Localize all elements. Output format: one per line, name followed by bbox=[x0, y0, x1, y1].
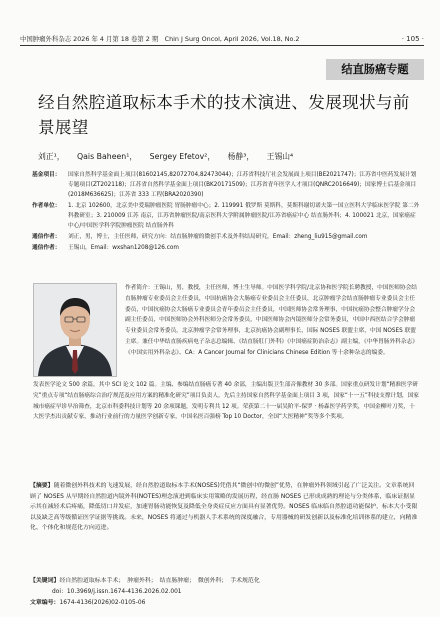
author-biography-continued: 发表医学论文 500 余篇，其中 SCI 论文 102 篇。主编、参编结直肠癌专著 40 余部，主编出版卫生部音像教材 30 多部。国家重点研发计划“精准医学研究”重点专项“结直肠癌综合治疗规范及应用方案的精准化研究”项目负责人。先后主持国家自然科学基金面上项目 3 项，国家“十一五”科技支撑计划，国家城市癌症早诊早治筛查，北京市科委科技计划等 20 余项课题，发明专利共 12 项。荣获第二十一届吴阶平-保罗 · 杨森医学药学奖，中国金柳叶刀奖，十大医学杰出贡献专家，推动行业前行的力量医学创新专家，中国名医百强榜 Top 10 Doctor，全国“大医精神”奖等多个奖项。 bbox=[33, 382, 419, 421]
doi-text: doi：10.3969/j.issn.1674-4136.2026.02.001 bbox=[52, 589, 182, 595]
article-number-label: 文章编号： bbox=[30, 600, 60, 606]
abstract-text: 随着微创外科技术的飞速发展，经自然腔道取标本手术(NOSES)凭借其“微创中的微创”优势，在肿瘤外科领域引起了广泛关注。文章系统回顾了 NOSES 从早期经自然腔道内镜外科(NOTES)理念演进到临床实用策略的发展历程，经直肠 NOSES 已形成成熟的理论与分类体系，临床证据显示其在减轻术后疼痛，降低切口并发症，加速胃肠功能恢复及降低全身炎症反应方面具有显著优势。NOSES 临床临自然腔道功能保护，标本大小受限以及缺乏高等级循证医学证据等挑战。未来，NOSES 将通过与机器人手术系统的深度融合，专用器械的研发创新以及标准化培训体系的建立，向精准化、个体化和规范化方向迈进。 bbox=[30, 483, 418, 532]
author: 刘正¹， bbox=[38, 152, 65, 161]
funding-text: 国家自然科学基金面上项目(81602145,82072704,82473044)；江苏省科技厅社会发展面上项目(BE2021747)；江苏省中医药发展计划专题项目(ZT202118)；江苏省自然科学基金面上项目(BK20171509)；江苏省青年医学人才项目(QNRC2016649)；国家博士后基金项目(2018M636625)；江苏省 333 工程(BRA2020390) bbox=[68, 172, 417, 198]
corresponding-row bbox=[32, 232, 420, 242]
keywords bbox=[30, 576, 420, 587]
portrait-image bbox=[34, 284, 116, 376]
affiliation-row bbox=[32, 201, 420, 231]
article-number-text: 1674-4136(2026)02-0105-06 bbox=[59, 600, 146, 606]
running-header bbox=[20, 33, 424, 46]
keywords-text: 经自然腔道取标本手术； 肿瘤外科； 结直肠肿瘤； 微创外科； 手术规范化 bbox=[59, 578, 260, 584]
article-info bbox=[32, 170, 420, 254]
keywords-label: 【关键词】 bbox=[30, 578, 60, 584]
author-biography: 作者简介：王锡山，男，教授，主任医师，博士生导师。中国医学科学院/北京协和医学院长聘教授，中国医师协会结直肠肿瘤专业委员会主任委员，中国抗癌协会大肠癌专业委员会主任委员，北京肿瘤学会结直肠肿瘤专业委员会主任委员，中国抗癌协会大肠癌专业委员会青年委员会主任委员，中国医师协会常务理事，中国抗癌协会整合肿瘤学分会副主任委员，中国医师协会外科医师分会常务委员，中国医师协会内镜医师分会常务委员，中国中西医结合学会肿瘤专业委员会常务委员，北京肿瘤学会常务理事，北京抗癌协会副理事长，国际 NOSES 联盟主席，中国 NOSES 联盟主席。兼任中华结直肠疾病电子杂志总编辑、《结直肠肛门外科》《中国癌症防治杂志》副主编，《中华胃肠外科杂志》《中国实用外科杂志》、CA：A Cancer Journal for Clinicians Chinese Edition 等十余种杂志的编委。 bbox=[125, 285, 418, 356]
journal-citation: 中国肿瘤外科杂志 2026 年 4 月第 18 卷第 2 期 Chin J Surg Oncol, April 2026, Vol.18, No.2 bbox=[20, 35, 300, 43]
author: Sergey Efetov²， bbox=[149, 152, 216, 161]
author-photo bbox=[33, 283, 117, 377]
author-list bbox=[38, 150, 303, 164]
funding-row bbox=[32, 170, 420, 200]
abstract-label: 【摘要】 bbox=[30, 483, 54, 489]
article-title: 经自然腔道取标本手术的技术演进、发展现状与前景展望 bbox=[38, 93, 410, 137]
corresponding-label: 通信作者： bbox=[32, 245, 61, 251]
affiliation-text: 1. 北京 102600，北京美中爱瑞肿瘤医院 胃肠肿瘤中心；2. 119991 俄罗斯 莫斯科，莫斯科谢切诺夫第一国立医科大学临床医学院 第二外科教研室；3. 210009 江苏 南京，江苏省肿瘤医院/南京医科大学附属肿瘤医院/江苏省癌症中心 结直肠外科；4. 100021 北京，国家癌症中心/中国医学科学院肿瘤医院 结直肠外科 bbox=[68, 203, 420, 229]
doi-line bbox=[52, 587, 420, 598]
section-label: 结直肠癌专题 bbox=[326, 59, 424, 80]
corresponding-row bbox=[32, 243, 420, 253]
corresponding-text: 刘正，男，博士，主任医师，研究方向：结直肠肿瘤的微创手术及外科结局研究，Email：zheng_liu915@gmail.com bbox=[68, 234, 368, 240]
author: Qais Baheen¹， bbox=[77, 152, 138, 161]
corresponding-label: 通信作者： bbox=[32, 234, 61, 240]
funding-label: 基金项目： bbox=[32, 172, 61, 178]
abstract bbox=[30, 481, 420, 534]
page-number: · 105 · bbox=[401, 35, 424, 43]
affiliation-label: 作者单位： bbox=[32, 203, 61, 209]
author: 王锡山⁴ bbox=[266, 152, 294, 161]
author: 杨静³， bbox=[227, 152, 255, 161]
article-number bbox=[30, 598, 420, 609]
corresponding-email: 王锡山，Email：wxshan1208@126.com bbox=[68, 245, 179, 251]
